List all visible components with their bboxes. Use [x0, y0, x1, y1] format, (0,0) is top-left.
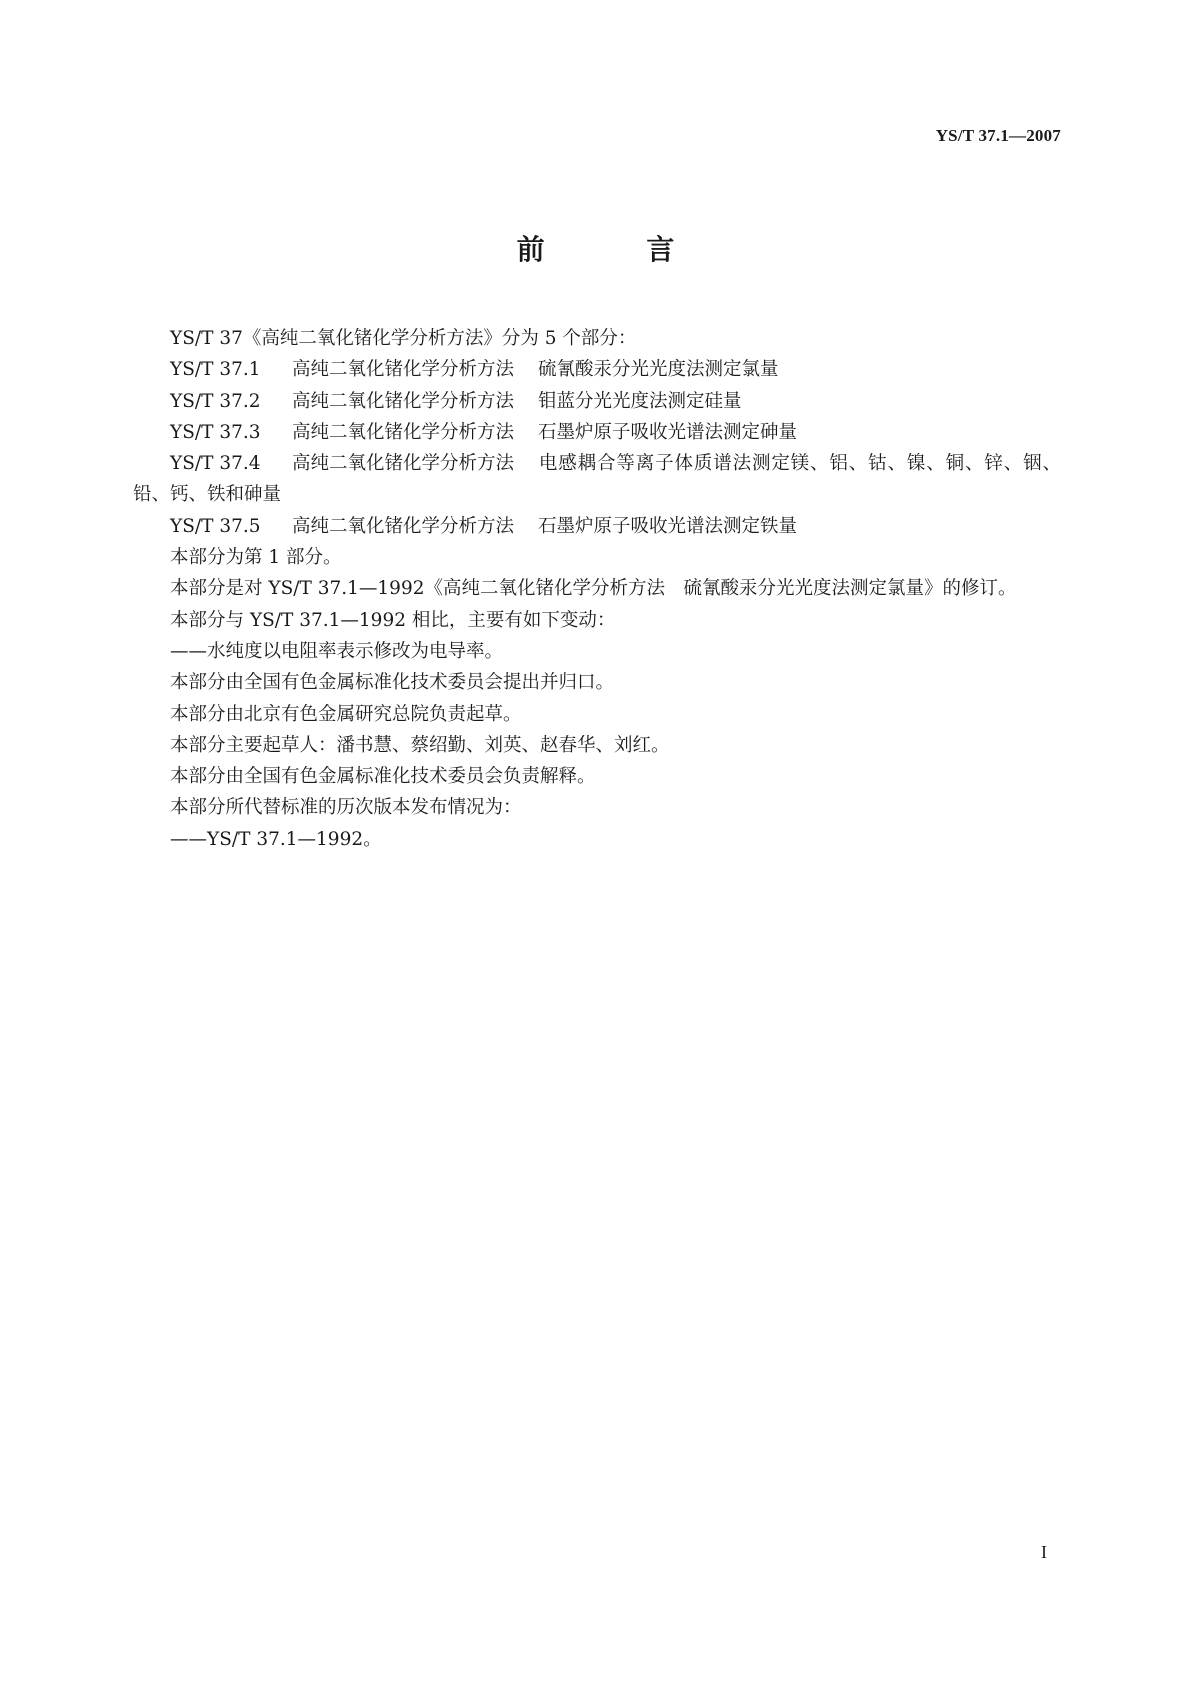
part-name: 电感耦合等离子体质谱法测定镁、铝、钴、镍、铜、锌、铟、铅、钙、铁和砷量	[133, 453, 1061, 506]
part-code: YS/T 37.1	[170, 359, 261, 381]
change-item: ——水纯度以电阻率表示修改为电导率。	[170, 640, 504, 662]
part-item-1	[133, 354, 1061, 385]
part-series: 高纯二氧化锗化学分析方法	[292, 453, 515, 475]
part-code: YS/T 37.2	[170, 390, 261, 412]
part-code: YS/T 37.5	[170, 515, 261, 537]
revision-paragraph: 本部分是对 YS/T 37.1—1992《高纯二氧化锗化学分析方法 硫氰酸汞分光光度法测定氯量》的修订。	[170, 578, 1017, 600]
part-name: 石墨炉原子吸收光谱法测定铁量	[538, 515, 798, 537]
part-series: 高纯二氧化锗化学分析方法	[292, 515, 515, 537]
history-intro-paragraph: 本部分所代替标准的历次版本发布情况为：	[170, 797, 522, 819]
part-item-5	[133, 511, 1061, 542]
part-series: 高纯二氧化锗化学分析方法	[292, 421, 515, 443]
standard-code-header: YS/T 37.1—2007	[935, 126, 1061, 145]
drafted-paragraph: 本部分由北京有色金属研究总院负责起草。	[170, 703, 522, 725]
part-series: 高纯二氧化锗化学分析方法	[292, 359, 515, 381]
part-code: YS/T 37.3	[170, 421, 261, 443]
part-name: 石墨炉原子吸收光谱法测定砷量	[538, 421, 798, 443]
proposed-paragraph: 本部分由全国有色金属标准化技术委员会提出并归口。	[170, 672, 615, 694]
history-item: ——YS/T 37.1—1992。	[170, 828, 382, 850]
this-part-paragraph: 本部分为第 1 部分。	[170, 547, 342, 569]
part-item-2	[133, 386, 1061, 417]
foreword-body	[133, 323, 1061, 855]
page-title: 前 言	[516, 233, 721, 266]
page-number: I	[1041, 1542, 1047, 1562]
changes-intro-paragraph: 本部分与 YS/T 37.1—1992 相比，主要有如下变动：	[170, 609, 616, 631]
intro-paragraph: YS/T 37《高纯二氧化锗化学分析方法》分为 5 个部分：	[170, 328, 637, 349]
part-name: 硫氰酸汞分光光度法测定氯量	[538, 359, 779, 381]
interpretation-paragraph: 本部分由全国有色金属标准化技术委员会负责解释。	[170, 766, 596, 788]
part-item-3	[133, 417, 1061, 448]
part-code: YS/T 37.4	[170, 453, 261, 475]
drafters-paragraph: 本部分主要起草人：潘书慧、蔡绍勤、刘英、赵春华、刘红。	[170, 734, 670, 756]
part-name: 钼蓝分光光度法测定硅量	[538, 390, 742, 412]
part-item-4	[133, 448, 1061, 511]
part-series: 高纯二氧化锗化学分析方法	[292, 390, 515, 412]
